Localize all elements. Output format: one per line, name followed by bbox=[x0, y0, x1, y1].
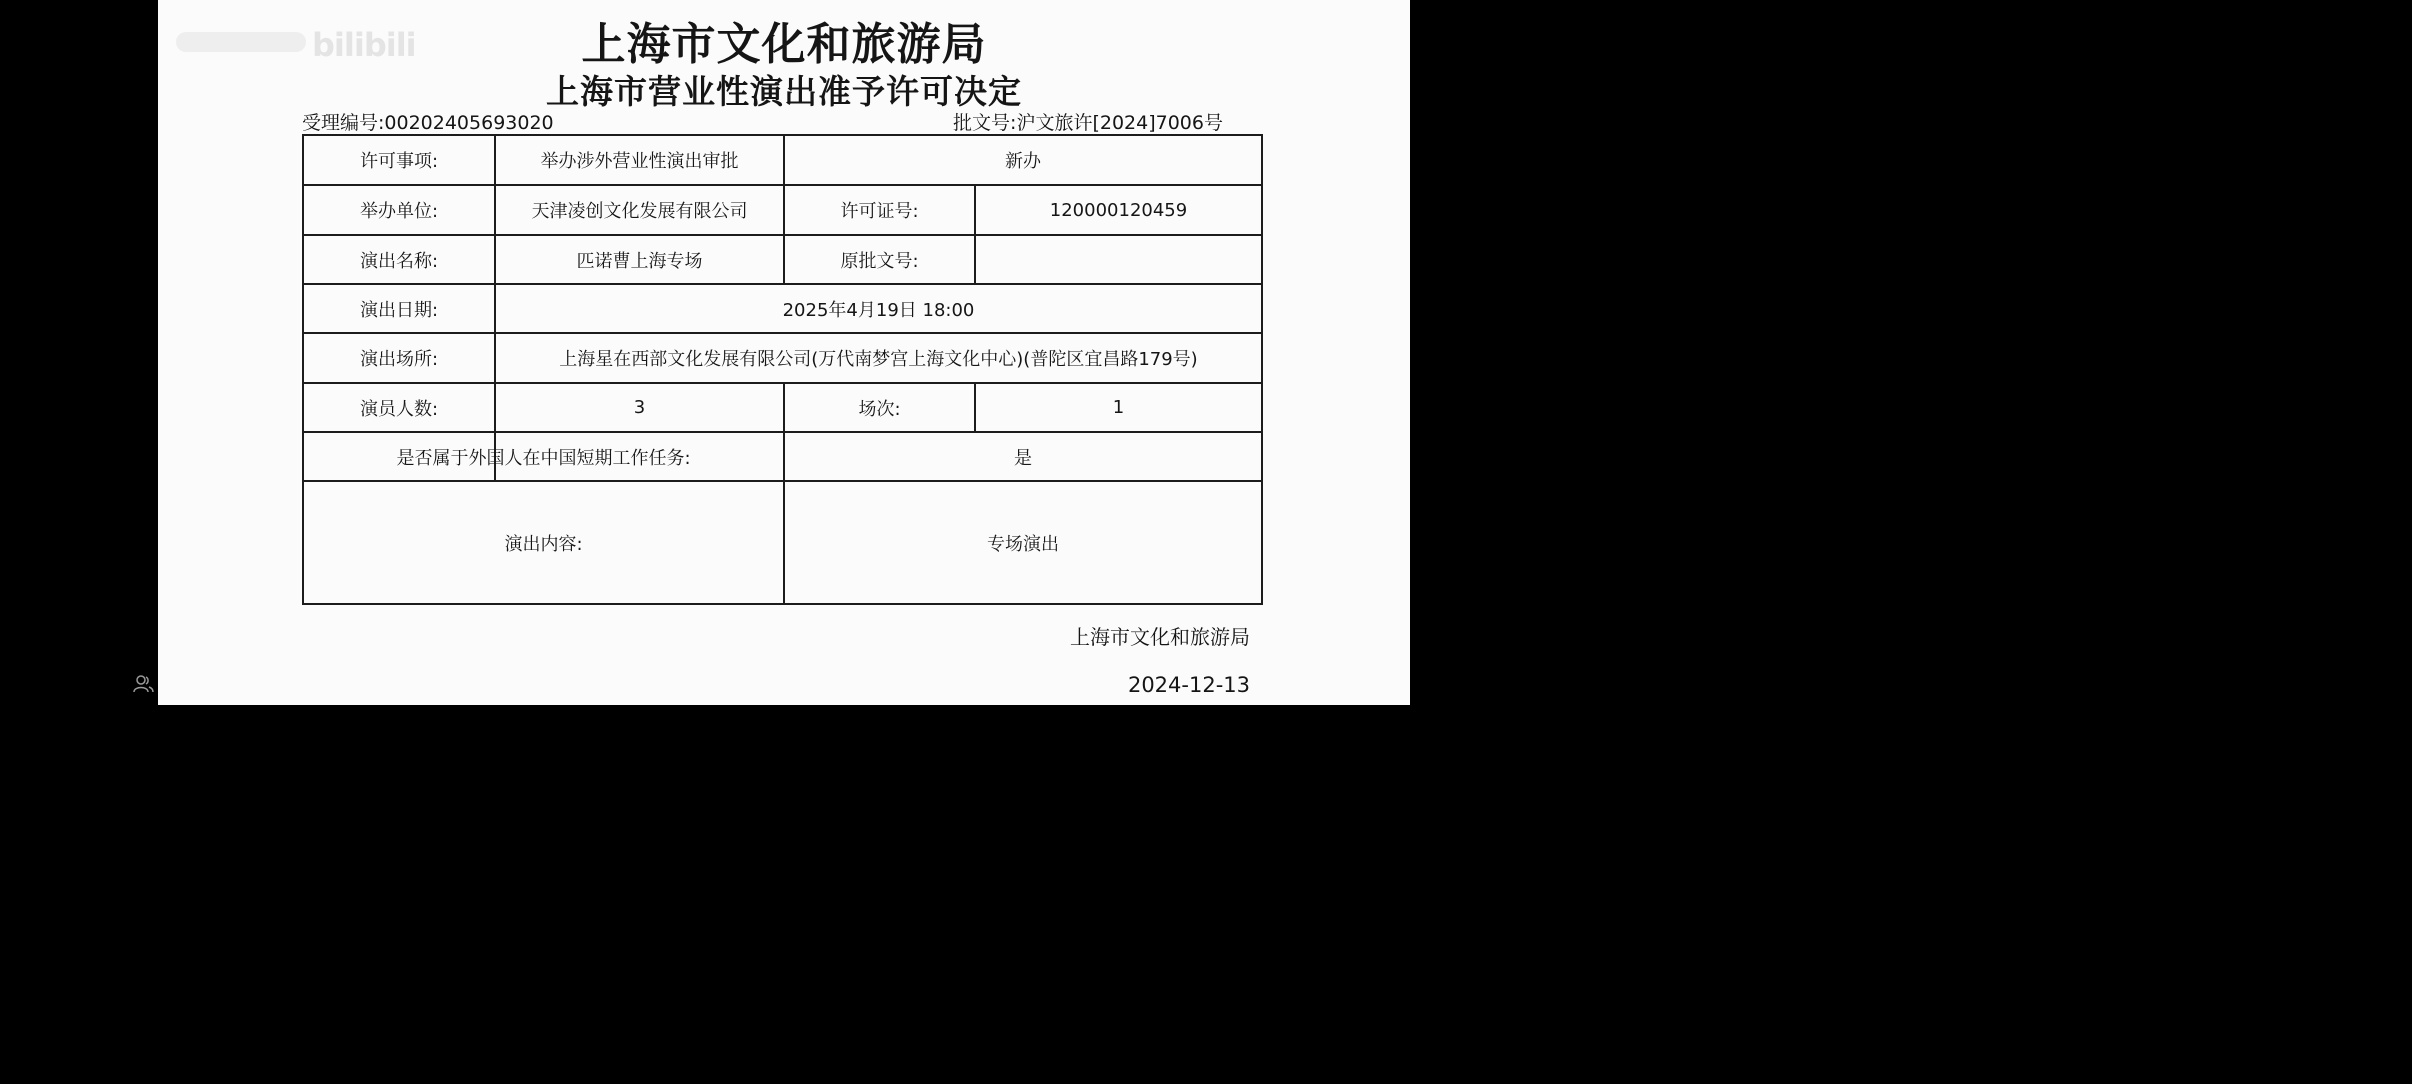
acceptance-number-label: 受理编号: bbox=[302, 112, 385, 134]
organizer-label: 举办单位: bbox=[359, 201, 439, 222]
user-group-icon bbox=[133, 674, 155, 694]
foreign-task-label: 是否属于外国人在中国短期工作任务: bbox=[396, 447, 691, 469]
permit-type-value: 新办 bbox=[1005, 151, 1041, 172]
venue-label: 演出场所: bbox=[359, 349, 439, 370]
sessions-label: 场次: bbox=[858, 398, 901, 420]
issue-date: 2024-12-13 bbox=[1127, 673, 1250, 697]
approval-number-label: 批文号: bbox=[953, 112, 1017, 134]
content-value: 专场演出 bbox=[987, 533, 1059, 555]
document-title: 上海市营业性演出准予许可决定 bbox=[546, 72, 1022, 111]
show-name-label: 演出名称: bbox=[359, 250, 439, 272]
organizer-value: 天津凌创文化发展有限公司 bbox=[531, 201, 748, 222]
permit-table bbox=[302, 134, 1263, 605]
acceptance-number bbox=[302, 108, 554, 135]
permit-item-value: 举办涉外营业性演出审批 bbox=[540, 151, 739, 172]
approval-number-value: 沪文旅许[2024]7006号 bbox=[1016, 112, 1223, 134]
show-date-label: 演出日期: bbox=[359, 299, 439, 321]
issuer-signature: 上海市文化和旅游局 bbox=[1070, 625, 1250, 649]
bilibili-watermark: bilibili bbox=[312, 26, 416, 64]
permit-item-label: 许可事项: bbox=[359, 151, 439, 172]
show-date-value: 2025年4月19日 18:00 bbox=[782, 299, 975, 321]
approval-number bbox=[953, 108, 1223, 135]
license-number-value: 120000120459 bbox=[1049, 199, 1188, 221]
performers-label: 演员人数: bbox=[359, 398, 439, 420]
venue-value: 上海星在西部文化发展有限公司(万代南梦宫上海文化中心)(普陀区宜昌路179号) bbox=[559, 349, 1198, 370]
license-number-label: 许可证号: bbox=[840, 201, 919, 222]
show-name-value: 匹诺曹上海专场 bbox=[576, 250, 703, 272]
original-approval-label: 原批文号: bbox=[840, 250, 919, 272]
foreign-task-value: 是 bbox=[1014, 447, 1032, 469]
performers-value: 3 bbox=[633, 397, 646, 418]
authority-title: 上海市文化和旅游局 bbox=[581, 19, 987, 70]
sessions-value: 1 bbox=[1112, 397, 1125, 418]
content-label: 演出内容: bbox=[504, 533, 583, 555]
acceptance-number-value: 00202405693020 bbox=[384, 112, 554, 134]
original-approval-value bbox=[976, 236, 1261, 283]
